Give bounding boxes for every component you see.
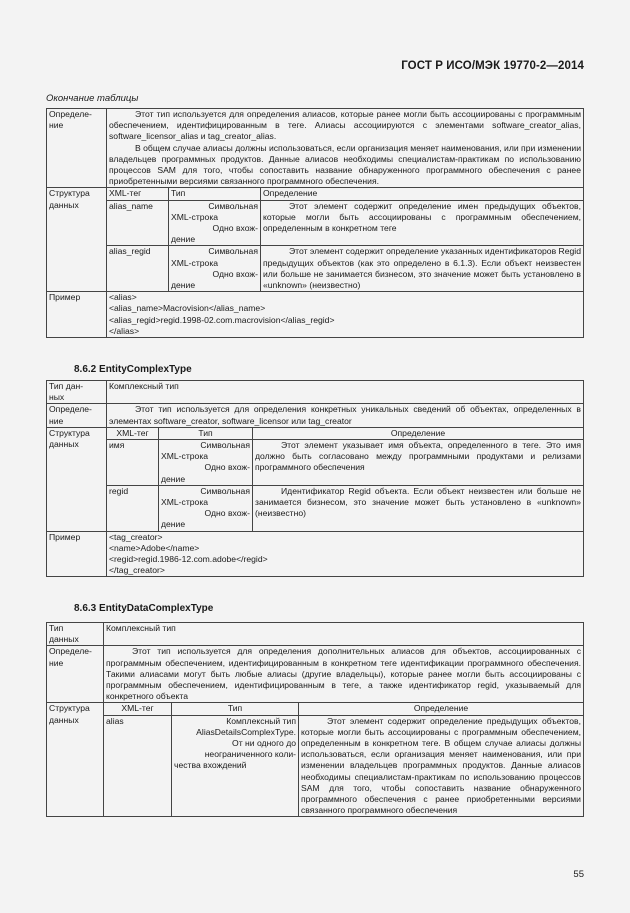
xml-tag-cell: alias — [104, 715, 172, 817]
example-code: <tag_creator> <name>Adobe</name> <regid>regid.1986-12.com.adobe</regid> </tag_creator> — [107, 531, 584, 577]
entity-complex-type-table — [46, 380, 584, 577]
entity-data-complex-type-table — [46, 622, 584, 817]
col-header-xml-tag: XML-тег — [104, 703, 172, 715]
type-cell: Символьная XML-строка Одно вхож- дение — [159, 440, 253, 486]
col-header-xml-tag: XML-тег — [107, 427, 159, 439]
xml-tag-cell: alias_regid — [107, 246, 169, 292]
table-continuation-caption: Окончание таблицы — [46, 93, 139, 104]
structure-label: Структура данных — [47, 188, 107, 292]
xml-tag-cell: имя — [107, 440, 159, 486]
example-label: Пример — [47, 292, 107, 338]
type-cell: Символьная XML-строка Одно вхож- дение — [159, 485, 253, 531]
structure-label: Структура данных — [47, 427, 107, 531]
type-cell: Символьная XML-строка Одно вхож- дение — [169, 246, 261, 292]
data-type-value: Комплексный тип — [104, 623, 584, 646]
alias-type-table — [46, 108, 584, 338]
page-number: 55 — [573, 869, 584, 880]
structure-header-row — [47, 703, 584, 715]
structure-header-row — [47, 427, 584, 439]
xml-tag-cell: alias_name — [107, 200, 169, 246]
type-cell: Символьная XML-строка Одно вхож- дение — [169, 200, 261, 246]
structure-label: Структура данных — [47, 703, 104, 817]
table-row — [47, 715, 584, 817]
definition-cell: Идентификатор Regid объекта. Если объект неизвестен или больше не занимается бизнесом, это значение может быть установлено в «unknown» (неизвестно) — [253, 485, 584, 531]
table-row — [47, 246, 584, 292]
col-header-definition: Определение — [299, 703, 584, 715]
definition-text: Этот тип используется для определения алиасов, которые ранее могли быть ассоциированы с программным обеспечением, идентифицированным в теге. Алиасы ассоциируются с элементами software_creator_alias, software_licensor_alias и tag_creator_alias. В общем случае алиасы должны использоваться, если организация меняет наименования, или при изменении владельцев программных продуктов. Данные алиасов необходимы специалистам-практикам по использованию процессов SAM для того, чтобы сопоставить название обнаруженного программного обеспечения с ранее приобретенными версиями связанного программного обеспечения. — [107, 109, 584, 188]
col-header-type: Тип — [159, 427, 253, 439]
example-row — [47, 531, 584, 577]
definition-row — [47, 404, 584, 427]
definition-cell: Этот элемент содержит определение указанных идентификаторов Regid предыдущих объектов (как это определено в 6.1.3). Если объект неизвестен или больше не занимается бизнесом, это значение может быть установлено в «unknown» (неизвестно) — [261, 246, 584, 292]
col-header-type: Тип — [172, 703, 299, 715]
type-cell: Комплексный тип AliasDetailsComplexType. От ни одного до неограниченного коли- чества вхождений — [172, 715, 299, 817]
definition-label: Определе- ние — [47, 646, 104, 703]
definition-label: Определе- ние — [47, 404, 107, 427]
col-header-definition: Определение — [261, 188, 584, 200]
definition-text: Этот тип используется для определения конкретных уникальных сведений об объектах, определенных в элементах software_creator, software_licensor или tag_creator — [107, 404, 584, 427]
example-code: <alias> <alias_name>Macrovision</alias_name> <alias_regid>regid.1998-02.com.macrovision</alias_regid> </alias> — [107, 292, 584, 338]
section-heading-8-6-3: 8.6.3 EntityDataComplexType — [74, 603, 214, 614]
col-header-xml-tag: XML-тег — [107, 188, 169, 200]
example-label: Пример — [47, 531, 107, 577]
structure-header-row — [47, 188, 584, 200]
col-header-type: Тип — [169, 188, 261, 200]
data-type-row — [47, 381, 584, 404]
table-row — [47, 485, 584, 531]
example-row — [47, 292, 584, 338]
data-type-row — [47, 623, 584, 646]
definition-text: Этот тип используется для определения дополнительных алиасов для объектов, ассоциированных с программным обеспечением, идентифицированным в конкретном теге идентификации программного обеспечения. Такими алиасами могут быть любые алиасы (другие владельцы), которые ранее могли быть ассоциированы с программным обеспечением, идентифицированным в теге, а также идентификатор regid, указываемый для конкретного объекта — [104, 646, 584, 703]
table-row — [47, 440, 584, 486]
data-type-label: Тип данных — [47, 623, 104, 646]
definition-cell: Этот элемент содержит определение имен предыдущих объектов, которые могли быть ассоциированы с программным обеспечением, определенным в конкретном теге — [261, 200, 584, 246]
definition-label: Определе- ние — [47, 109, 107, 188]
document-header: ГОСТ Р ИСО/МЭК 19770-2—2014 — [401, 60, 584, 72]
definition-row — [47, 109, 584, 188]
col-header-definition: Определение — [253, 427, 584, 439]
table-row — [47, 200, 584, 246]
definition-row — [47, 646, 584, 703]
data-type-label: Тип дан- ных — [47, 381, 107, 404]
data-type-value: Комплексный тип — [107, 381, 584, 404]
definition-cell: Этот элемент указывает имя объекта, определенного в теге. Это имя должно быть согласовано между программными продуктами и релизами программного обеспечения — [253, 440, 584, 486]
definition-cell: Этот элемент содержит определение предыдущих объектов, которые могли быть ассоциированы с программным обеспечением, определенным в конкретном теге. В общем случае алиасы должны использоваться, если организация меняет наименования, или при изменении владельцев программных продуктов. Данные алиасов необходимы специалистам-практикам по использованию процессов SAM для того, чтобы сопоставить название обнаруженного программного обеспечения с ранее приобретенными версиями связанного программного обеспечения — [299, 715, 584, 817]
section-heading-8-6-2: 8.6.2 EntityComplexType — [74, 364, 192, 375]
xml-tag-cell: regid — [107, 485, 159, 531]
